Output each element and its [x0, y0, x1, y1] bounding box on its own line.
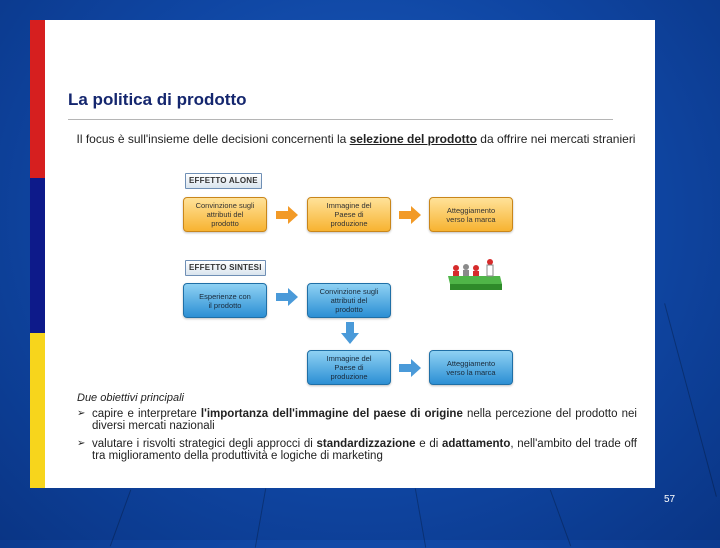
sintesi-box-immagine: Immagine del Paese di produzione — [307, 350, 391, 385]
intro-text — [76, 133, 636, 146]
bullet1-before: capire e interpretare — [92, 408, 201, 420]
alone-box-immagine: Immagine del Paese di produzione — [307, 197, 391, 232]
bullet-item-standardization — [92, 438, 637, 462]
sintesi-box-atteggiamento: Atteggiamento verso la marca — [429, 350, 513, 385]
slide — [30, 20, 655, 488]
accent-band-red — [30, 20, 45, 178]
bullet1-after: nella percezione del prodotto nei diversi mercati nazionali — [92, 408, 637, 432]
arrow-right-icon — [276, 206, 298, 224]
background-line — [255, 488, 266, 547]
intro-before: Il focus è sull'insieme delle decisioni concernenti la — [76, 132, 350, 146]
objectives-heading: Due obiettivi principali — [77, 392, 184, 404]
bullet2-after: , nell'ambito del trade off tra miglioramento della produttività e logiche di marketing — [92, 438, 637, 462]
accent-band-navy — [30, 178, 45, 333]
accent-band-yellow — [30, 333, 45, 488]
bullet2-before: valutare i risvolti strategici degli approcci di — [92, 438, 317, 450]
background-line — [664, 303, 717, 496]
page-number: 57 — [664, 494, 676, 505]
bullet-arrow-icon: ➢ — [77, 438, 86, 449]
arrow-right-icon — [399, 359, 421, 377]
background-line — [415, 488, 426, 547]
bullet2-mid: e di — [415, 438, 442, 450]
effetto-alone-label: EFFETTO ALONE — [185, 173, 262, 189]
bullet-arrow-icon: ➢ — [77, 408, 86, 419]
arrow-down-icon — [341, 322, 359, 344]
intro-emphasis: selezione del prodotto — [349, 132, 477, 146]
bullet1-bold: l'importanza dell'immagine del paese di origine — [200, 408, 463, 420]
title-divider — [68, 119, 613, 120]
slide-title: La politica di prodotto — [68, 90, 247, 109]
bullet-item-origin-image — [92, 408, 637, 432]
arrow-right-icon — [399, 206, 421, 224]
background-line — [110, 490, 131, 547]
bullet2-bold2: adattamento — [441, 438, 511, 450]
bullet2-bold1: standardizzazione — [316, 438, 416, 450]
arrow-right-icon — [276, 288, 298, 306]
sintesi-box-convinzione: Convinzione sugli attributi del prodotto — [307, 283, 391, 318]
effetto-sintesi-label: EFFETTO SINTESI — [185, 260, 266, 276]
alone-box-atteggiamento: Atteggiamento verso la marca — [429, 197, 513, 232]
alone-box-convinzione: Convinzione sugli attributi del prodotto — [183, 197, 267, 232]
sintesi-box-esperienze: Esperienze con il prodotto — [183, 283, 267, 318]
background-line — [550, 490, 571, 547]
intro-after: da offrire nei mercati stranieri — [476, 132, 636, 146]
figures-on-platform-icon — [442, 254, 504, 294]
